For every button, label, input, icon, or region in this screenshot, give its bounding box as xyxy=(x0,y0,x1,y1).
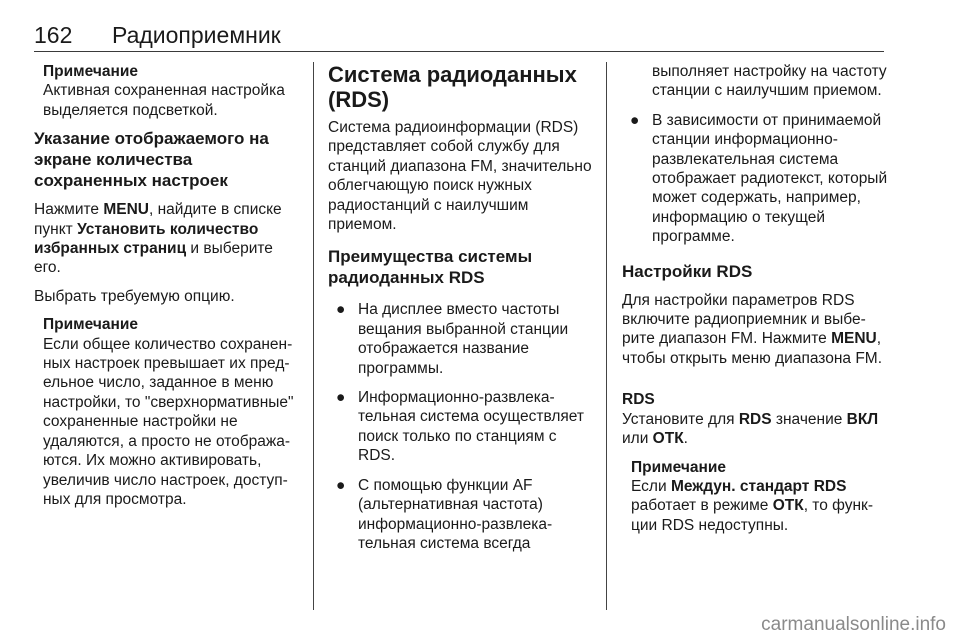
list-item xyxy=(622,111,890,247)
list-item-text: С помощью функции AF (альтернативная частота) информационно-развлекательная система всегда xyxy=(358,476,553,552)
note-text: Активная сохраненная настройка выделяется подсветкой. xyxy=(43,82,285,119)
bullet-icon: ● xyxy=(336,476,346,494)
off-keyword: ОТК xyxy=(652,430,684,448)
note-international xyxy=(631,458,890,536)
note-title: Примечание xyxy=(43,316,138,334)
paragraph-rds-intro: Система радиоинформации (RDS) представляет собой службу для станций диапазона FM, значительно облегчающую поиск нужных радиостанций с наилучшим приемом. xyxy=(328,119,592,234)
page-number: 162 xyxy=(34,22,73,48)
section-heading-rds-settings: Настройки RDS xyxy=(622,261,753,281)
note-text xyxy=(631,477,890,535)
column-left xyxy=(34,62,302,517)
section-heading-advantages: Преимущества системы радиоданных RDS xyxy=(328,247,533,288)
on-keyword: ВКЛ xyxy=(846,410,879,428)
column-divider-1 xyxy=(313,62,314,610)
paragraph-select-option: Выбрать требуемую опцию. xyxy=(34,287,235,305)
text-run: , то функции RDS недоступны. xyxy=(631,497,873,534)
header-divider xyxy=(34,51,884,52)
section-title-rds: Система радиоданных (RDS) xyxy=(328,62,577,112)
list-item xyxy=(622,62,890,101)
section-heading-count: Указание отображаемого на экране количества сохраненных настроек xyxy=(34,129,269,191)
off-keyword: ОТК xyxy=(772,497,804,515)
bullet-icon: ● xyxy=(336,301,346,319)
setting-keyword: Междун. стандарт RDS xyxy=(670,477,847,495)
advantages-list xyxy=(328,300,592,553)
list-item xyxy=(328,476,592,554)
text-run: значение xyxy=(771,410,847,428)
text-run: Если xyxy=(631,477,671,495)
column-divider-2 xyxy=(606,62,607,610)
paragraph-rds-settings xyxy=(622,291,890,369)
note-text: Если общее количество сохраненных настроек превышает их предельное число, заданное в меню настройки, то "сверхнормативные" сохраненные настройки не удаляются, а просто не отображаются. Их можно активировать, увеличив число настроек, доступных для просмотра. xyxy=(43,335,294,508)
list-item xyxy=(328,300,592,378)
chapter-title: Радиоприемник xyxy=(112,22,281,48)
text-run: Установите для xyxy=(622,410,739,428)
column-middle xyxy=(328,62,592,563)
note-title: Примечание xyxy=(631,458,726,476)
menu-keyword: MENU xyxy=(103,201,149,219)
text-run: и выберите его. xyxy=(34,240,273,277)
rds-keyword: RDS xyxy=(738,410,772,428)
text-run: или xyxy=(622,430,653,448)
menu-keyword: MENU xyxy=(831,330,877,348)
list-item xyxy=(328,388,592,466)
paragraph-rds-toggle xyxy=(622,410,890,449)
subheading-rds: RDS xyxy=(622,391,655,409)
bullet-icon: ● xyxy=(336,389,346,407)
advantages-list-continued xyxy=(622,62,890,247)
list-item-text: Информационно-развлекательная система осуществляет поиск только по станциям с RDS. xyxy=(358,389,585,465)
watermark-text: carmanualsonline.info xyxy=(761,614,946,635)
list-item-text: выполняет настройку на частоту станции с наилучшим приемом. xyxy=(652,63,887,100)
menu-item-keyword: Установить количество избранных страниц xyxy=(34,220,259,258)
text-run: , чтобы открыть меню диапазона FM. xyxy=(622,330,883,367)
note-overflow xyxy=(43,315,302,509)
note-highlight xyxy=(43,62,302,120)
list-item-text: В зависимости от принимаемой станции информационно-развлекательная система отображает радиотекст, который может содержать, например, информацию о текущей программе. xyxy=(652,111,888,246)
note-title: Примечание xyxy=(43,63,138,80)
text-run: . xyxy=(683,430,688,448)
text-run: Нажмите xyxy=(34,201,104,219)
text-run: Для настройки параметров RDS включите радиоприемник и выберите диапазон FM. Нажмите xyxy=(622,291,866,348)
text-run: , найдите в списке пункт xyxy=(34,201,282,238)
text-run: работает в режиме xyxy=(631,497,773,515)
page-header xyxy=(34,22,884,52)
list-item-text: На дисплее вместо частоты вещания выбранной станции отображается название программы. xyxy=(358,301,569,377)
paragraph-menu-instruction xyxy=(34,200,302,278)
column-right xyxy=(622,62,890,543)
bullet-icon: ● xyxy=(630,111,640,129)
